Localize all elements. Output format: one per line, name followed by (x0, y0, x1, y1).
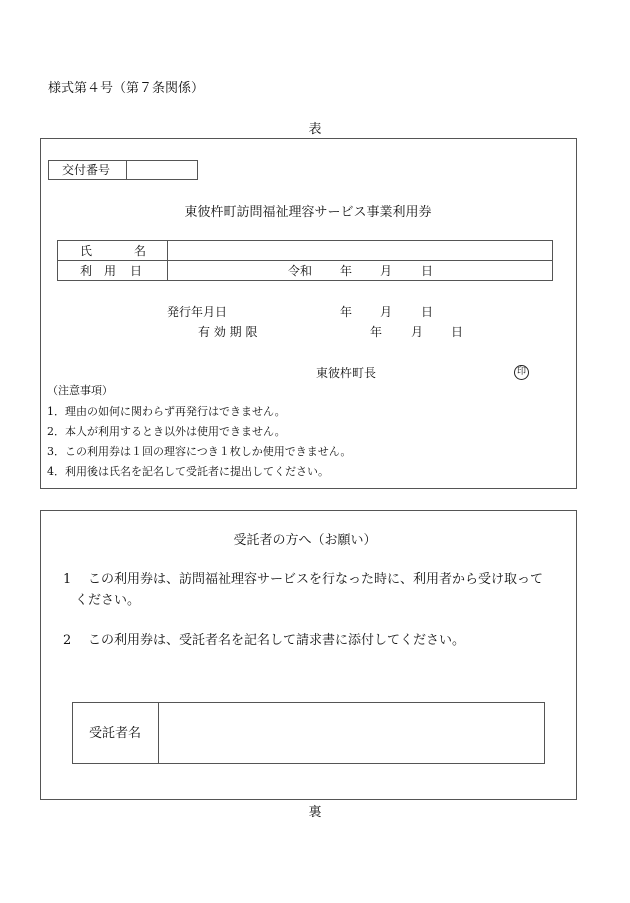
usage-date-month: 月 (380, 264, 393, 278)
name-label-char1: 氏 (80, 244, 93, 258)
issue-number-label: 交付番号 (62, 163, 111, 177)
usage-date-era: 令和 (288, 264, 313, 278)
validity-label: 有 効 期 限 (198, 325, 258, 339)
usage-date-label-char1: 利 (80, 264, 93, 278)
issuer-name: 東彼杵町長 (316, 366, 377, 380)
back-title: 受託者の方へ（お願い） (233, 533, 377, 548)
note-item-1: 1．理由の如何に関わらず再発行はできません。 (47, 405, 286, 418)
back-item-1-line-2: ください。 (75, 593, 141, 608)
form-number: 様式第４号（第７条関係） (48, 81, 205, 96)
issue-date-day: 日 (421, 305, 434, 319)
notes-heading: （注意事項） (47, 384, 113, 397)
validity-day: 日 (451, 325, 464, 339)
back-item-1-line-1: この利用券は、訪問福祉理容サービスを行なった時に、利用者から受け取って (88, 572, 544, 587)
back-label: 裏 (308, 805, 322, 820)
trustee-box-divider (158, 702, 159, 764)
issue-date-month: 月 (380, 305, 393, 319)
note-item-2: 2．本人が利用するとき以外は使用できません。 (47, 425, 286, 438)
usage-date-label-char3: 日 (130, 264, 143, 278)
name-label-char2: 名 (134, 244, 147, 258)
note-item-4: 4．利用後は氏名を記名して受託者に提出してください。 (47, 465, 329, 478)
name-field[interactable] (172, 242, 548, 258)
back-item-2-number: 2 (63, 633, 72, 648)
back-item-1-number: 1 (63, 572, 72, 587)
back-item-2-text: この利用券は、受託者名を記名して請求書に添付してください。 (88, 633, 466, 648)
trustee-label: 受託者名 (89, 726, 142, 741)
front-label: 表 (308, 122, 322, 137)
issue-number-divider (126, 160, 127, 180)
usage-date-day: 日 (421, 264, 434, 278)
ticket-title: 東彼杵町訪問福祉理容サービス事業利用券 (184, 205, 432, 220)
validity-year: 年 (370, 325, 383, 339)
trustee-name-field[interactable] (164, 706, 540, 760)
issue-date-year: 年 (340, 305, 353, 319)
note-item-3: 3．この利用券は１回の理容につき１枚しか使用できません。 (47, 445, 352, 458)
seal-icon: 印 (514, 365, 529, 380)
usage-date-year: 年 (340, 264, 353, 278)
usage-date-label-char2: 用 (104, 264, 117, 278)
user-table-col-divider (167, 240, 168, 281)
user-table-row-divider (57, 260, 553, 261)
issue-date-label: 発行年月日 (167, 305, 228, 319)
issue-number-field[interactable] (132, 162, 194, 178)
validity-month: 月 (411, 325, 424, 339)
